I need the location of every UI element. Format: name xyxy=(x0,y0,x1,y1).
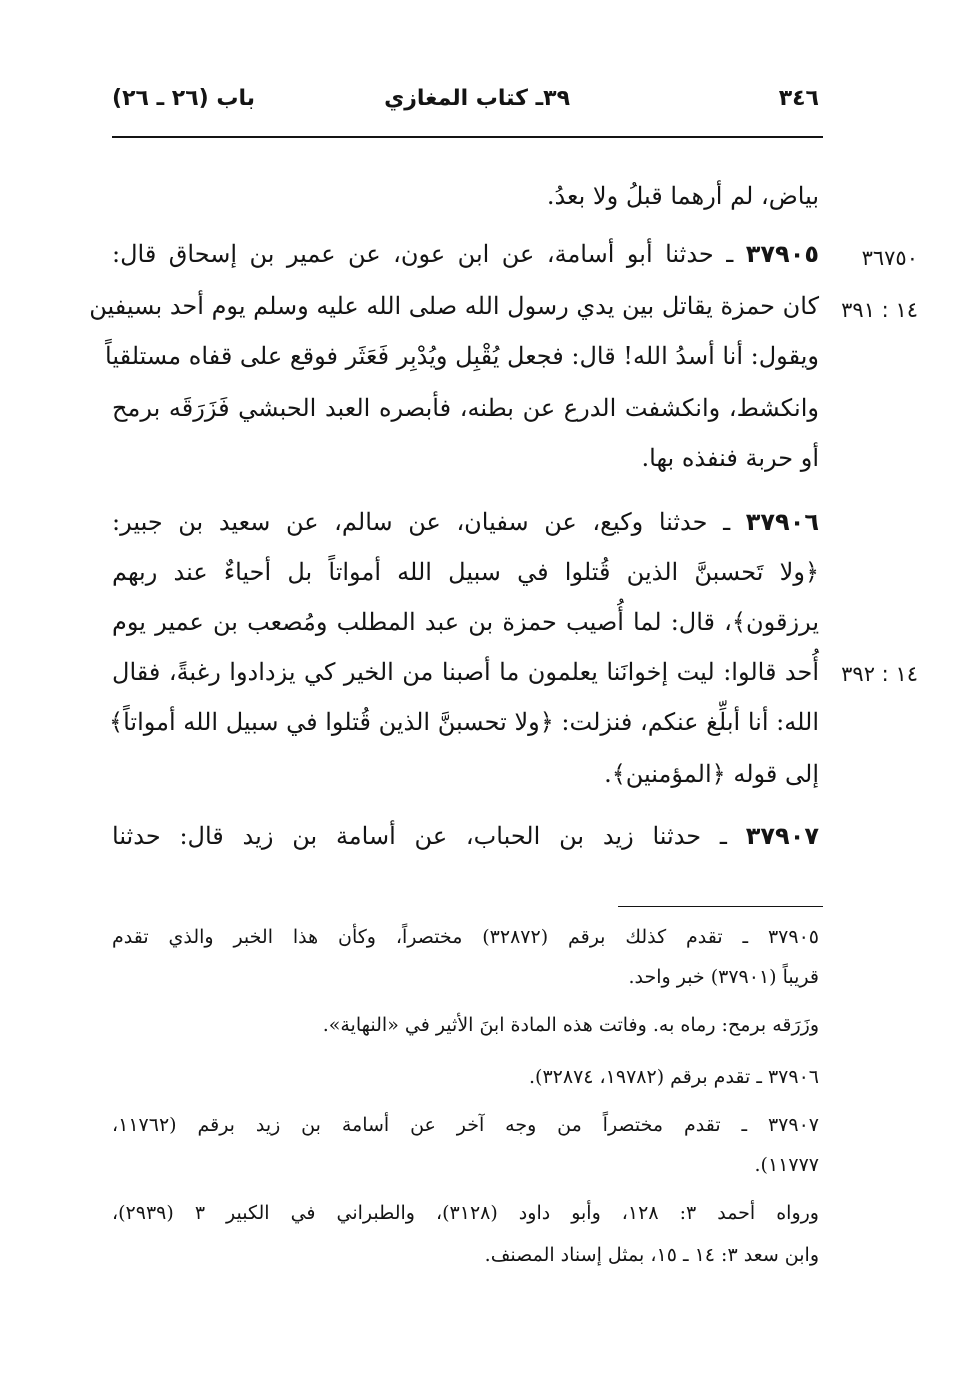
margin-hadith-number: ٣٦٧٥٠ xyxy=(861,246,918,270)
footnote-line: ٣٧٩٠٧ ـ تقدم مختصراً من وجه آخر عن أسامة بن زيد برقم (١١٧٦٢، xyxy=(112,1114,819,1136)
chapter-label: باب (٢٦ ـ ٢٦) xyxy=(112,86,255,111)
text-line: وانكشط، وانكشفت الدرع عن بطنه، فأبصره العبد الحبشي فَزَرَقَه برمح xyxy=(112,394,819,422)
footnote-line: قريباً (٣٧٩٠١) خبر واحد. xyxy=(628,966,819,988)
text-line: ﴿ولا تَحسبنَّ الذين قُتلوا في سبيل الله أمواتاً بل أحياءٌ عند ربهم xyxy=(112,558,820,586)
footnote-rule xyxy=(618,906,823,907)
book-title: ٣٩ـ كتاب المغازي xyxy=(384,86,570,111)
hadith-37907-line xyxy=(112,822,819,850)
text-line: بياض، لم أرهما قبلُ ولا بعدُ. xyxy=(546,182,819,210)
text-line: ـ حدثنا أبو أسامة، عن ابن عون، عن عمير بن إسحاق قال: xyxy=(112,240,746,268)
text-line: الله: أنا أبلِّغ عنكم، فنزلت: ﴿ولا تحسبنَّ الذين قُتلوا في سبيل الله أمواتاً﴾ xyxy=(109,708,819,736)
margin-volume-ref: ١٤ : ٣٩٢ xyxy=(841,662,918,686)
footnote-line: ٣٧٩٠٥ ـ تقدم كذلك برقم (٣٢٨٧٢) مختصراً، وكأن هذا الخبر والذي تقدم xyxy=(112,926,819,948)
hadith-number: ٣٧٩٠٦ xyxy=(745,508,819,536)
margin-volume-ref: ١٤ : ٣٩١ xyxy=(841,298,918,322)
page-number: ٣٤٦ xyxy=(778,86,819,111)
footnote-line: ورواه أحمد ٣: ١٢٨، وأبو داود (٣١٢٨)، والطبراني في الكبير ٣ (٢٩٣٩)، xyxy=(112,1202,819,1224)
footnote-line: ٣٧٩٠٦ ـ تقدم برقم (١٩٧٨٢، ٣٢٨٧٤). xyxy=(529,1066,819,1088)
text-line: ويقول: أنا أسدُ الله! قال: فجعل يُقْبِل ويُدْبِر فَعَثَر فوقع على قفاه مستلقياً xyxy=(105,342,819,370)
hadith-37905-line xyxy=(112,240,819,268)
header-rule xyxy=(112,136,823,138)
hadith-number: ٣٧٩٠٥ xyxy=(745,240,819,268)
text-line: يرزقون﴾، قال: لما أُصيب حمزة بن عبد المطلب ومُصعب بن عمير يوم xyxy=(112,608,819,636)
text-line: أُحد قالوا: ليت إخوانَنا يعلمون ما أصبنا من الخير كي يزدادوا رغبةً، فقال xyxy=(112,658,819,686)
footnote-line: وابن سعد ٣: ١٤ ـ ١٥، بمثل إسناد المصنف. xyxy=(484,1244,819,1266)
footnote-line: وزَرَقه برمح: رماه به. وفاتت هذه المادة ابنَ الأثير في «النهاية». xyxy=(322,1014,819,1036)
hadith-number: ٣٧٩٠٧ xyxy=(745,822,819,850)
text-line: إلى قوله ﴿المؤمنين﴾. xyxy=(604,760,819,788)
text-line: ـ حدثنا وكيع، عن سفيان، عن سالم، عن سعيد بن جبير: xyxy=(112,508,746,536)
text-line: ـ حدثنا زيد بن الحباب، عن أسامة بن زيد قال: حدثنا xyxy=(112,822,746,850)
footnote-line: ١١٧٧٧). xyxy=(754,1154,819,1176)
text-line: كان حمزة يقاتل بين يدي رسول الله صلى الله عليه وسلم يوم أحد بسيفين xyxy=(89,292,819,320)
text-line: أو حربة فنفذه بها. xyxy=(641,444,819,472)
hadith-37906-line xyxy=(112,508,819,536)
